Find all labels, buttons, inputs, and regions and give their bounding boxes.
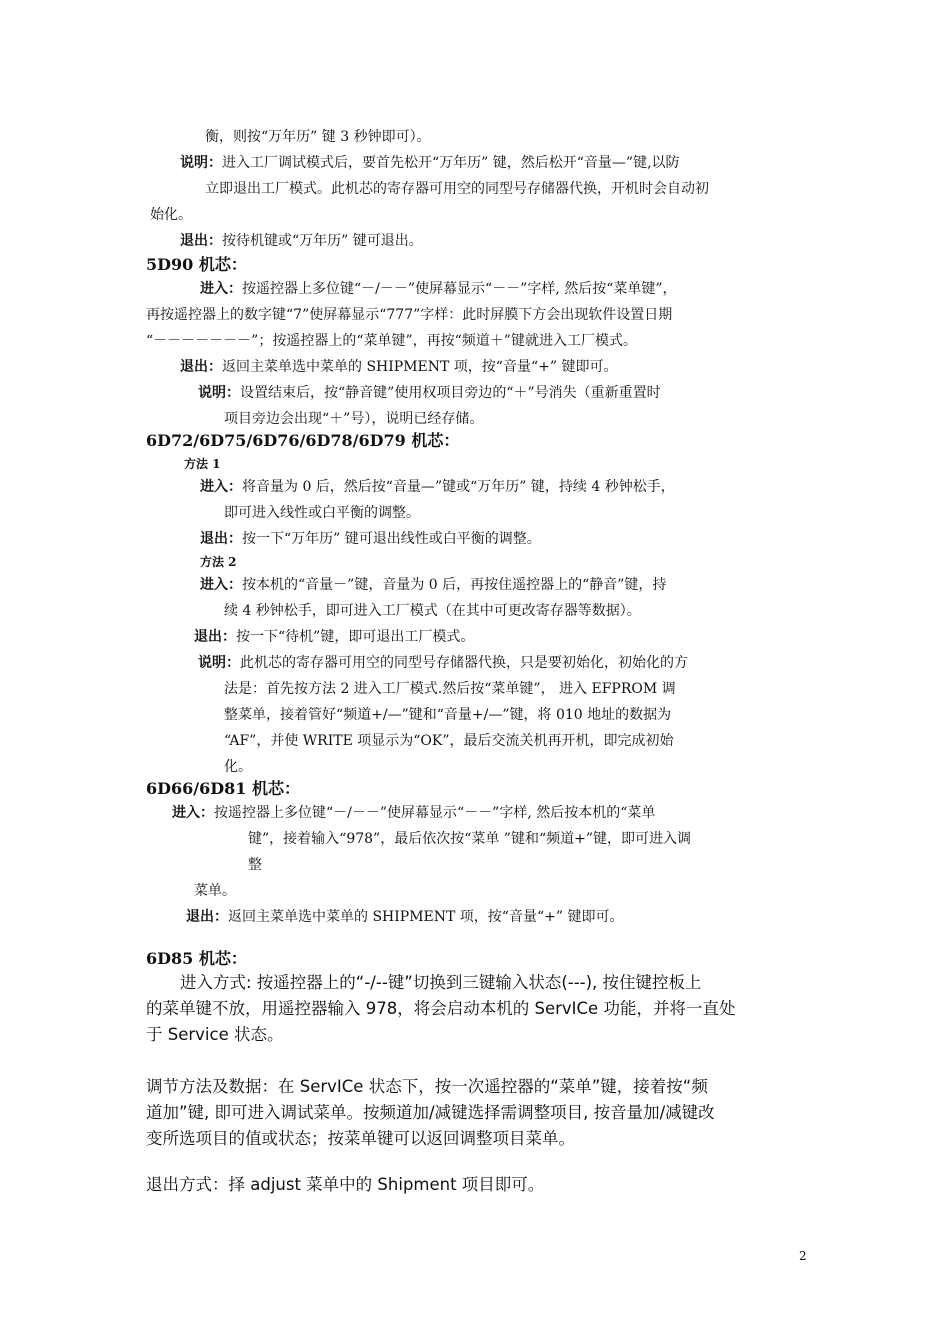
note-line: 化。	[224, 759, 252, 775]
section-heading-6d66: 6D66/6D81 机芯：	[146, 779, 300, 798]
exit-line	[194, 626, 474, 648]
note-label: 说明：	[180, 155, 222, 171]
enter-line: 菜单。	[194, 883, 236, 899]
exit-line	[180, 230, 423, 252]
enter-label: 进入：	[200, 281, 242, 297]
note-text: 此机芯的寄存器可用空的同型号存储器代换，只是要初始化，初始化的方	[240, 655, 688, 671]
paragraph-line: 进入方式: 按遥控器上的“-/--键”切换到三键输入状态(---), 按住键控板上	[180, 973, 702, 992]
note-text: 设置结束后，按“静音键”使用权项目旁边的“＋”号消失（重新重置时	[240, 385, 661, 401]
exit-label: 退出：	[180, 359, 222, 375]
note-label: 说明：	[198, 655, 240, 671]
exit-line	[200, 528, 541, 550]
enter-line: 整	[248, 857, 262, 873]
page-number: 2	[799, 1249, 807, 1263]
exit-label: 退出：	[194, 629, 236, 645]
continuation-line: 衡，则按“万年历” 键 3 秒钟即可）。	[205, 129, 431, 145]
paragraph-line: 退出方式：择 adjust 菜单中的 Shipment 项目即可。	[146, 1175, 545, 1194]
enter-label: 进入：	[172, 805, 214, 821]
exit-text: 按一下“万年历” 键可退出线性或白平衡的调整。	[242, 531, 541, 547]
enter-line: 即可进入线性或白平衡的调整。	[224, 505, 420, 521]
note-line	[198, 382, 661, 404]
paragraph-line: 变所选项目的值或状态；按菜单键可以返回调整项目菜单。	[146, 1129, 575, 1148]
exit-label: 退出：	[180, 233, 222, 249]
section-heading-6d72: 6D72/6D75/6D76/6D78/6D79 机芯：	[146, 431, 460, 450]
enter-text: 按遥控器上多位键“－/－－”使屏幕显示“－－”字样, 然后按“菜单键”，	[242, 281, 677, 297]
note-line: “AF”，并使 WRITE 项显示为“OK”，最后交流关机再开机，即完成初始	[224, 733, 674, 749]
note-line: 始化。	[150, 207, 192, 223]
note-line: 法是：首先按方法 2 进入工厂模式.然后按“菜单键”， 进入 EFPROM 调	[224, 681, 676, 697]
enter-line: “－－－－－－－”；按遥控器上的“菜单键”，再按“频道＋”键就进入工厂模式。	[146, 333, 637, 349]
paragraph-line: 道加”键, 即可进入调试菜单。按频道加/减键选择需调整项目, 按音量加/减键改	[146, 1103, 715, 1122]
paragraph-line: 调节方法及数据：在 ServICe 状态下，按一次遥控器的“菜单”键，接着按“频	[146, 1077, 708, 1096]
section-heading-6d85: 6D85 机芯：	[146, 949, 247, 968]
exit-line	[186, 906, 623, 928]
exit-text: 按待机键或“万年历” 键可退出。	[222, 233, 423, 249]
exit-label: 退出：	[200, 531, 242, 547]
enter-line: 再按遥控器上的数字键“7”使屏幕显示“777”字样：此时屏膜下方会出现软件设置日期	[146, 307, 673, 323]
enter-text: 将音量为 0 后，然后按“音量—”键或“万年历” 键，持续 4 秒钟松手，	[242, 479, 675, 495]
enter-line	[200, 476, 675, 498]
enter-text: 按本机的“音量－”键，音量为 0 后，再按住遥控器上的“静音”键，持	[242, 577, 667, 593]
enter-line	[200, 574, 666, 596]
note-line	[180, 152, 680, 174]
exit-text: 返回主菜单选中菜单的 SHIPMENT 项，按“音量“+” 键即可。	[228, 909, 624, 925]
note-line: 立即退出工厂模式。此机芯的寄存器可用空的同型号存储器代换，开机时会自动初	[205, 181, 709, 197]
note-text: 进入工厂调试模式后，要首先松开“万年历” 键，然后松开“音量—”键,以防	[222, 155, 680, 171]
method-1-label: 方法 1	[184, 457, 221, 471]
note-line: 项目旁边会出现“＋”号），说明已经存储。	[224, 411, 484, 427]
enter-line	[200, 278, 677, 300]
paragraph-line: 于 Service 状态。	[146, 1025, 284, 1044]
note-label: 说明：	[198, 385, 240, 401]
enter-label: 进入：	[200, 577, 242, 593]
note-line	[198, 652, 688, 674]
section-heading-5d90: 5D90 机芯：	[146, 255, 247, 274]
exit-label: 退出：	[186, 909, 228, 925]
exit-text: 按一下“待机”键，即可退出工厂模式。	[236, 629, 475, 645]
enter-label: 进入：	[200, 479, 242, 495]
enter-line: 键”，接着输入“978”，最后依次按“菜单 ”键和“频道+”键，即可进入调	[248, 831, 692, 847]
enter-line	[172, 802, 655, 824]
exit-text: 返回主菜单选中菜单的 SHIPMENT 项，按“音量“+” 键即可。	[222, 359, 618, 375]
enter-line: 续 4 秒钟松手，即可进入工厂模式（在其中可更改寄存器等数据）。	[224, 603, 641, 619]
method-2-label: 方法 2	[200, 555, 237, 569]
enter-text: 按遥控器上多位键“－/－－”使屏幕显示“－－”字样, 然后按本机的“菜单	[214, 805, 656, 821]
exit-line	[180, 356, 617, 378]
note-line: 整菜单，接着管好“频道+/—”键和“音量+/—”键，将 010 地址的数据为	[224, 707, 672, 723]
paragraph-line: 的菜单键不放，用遥控器输入 978，将会启动本机的 ServICe 功能，并将一直处	[146, 999, 736, 1018]
